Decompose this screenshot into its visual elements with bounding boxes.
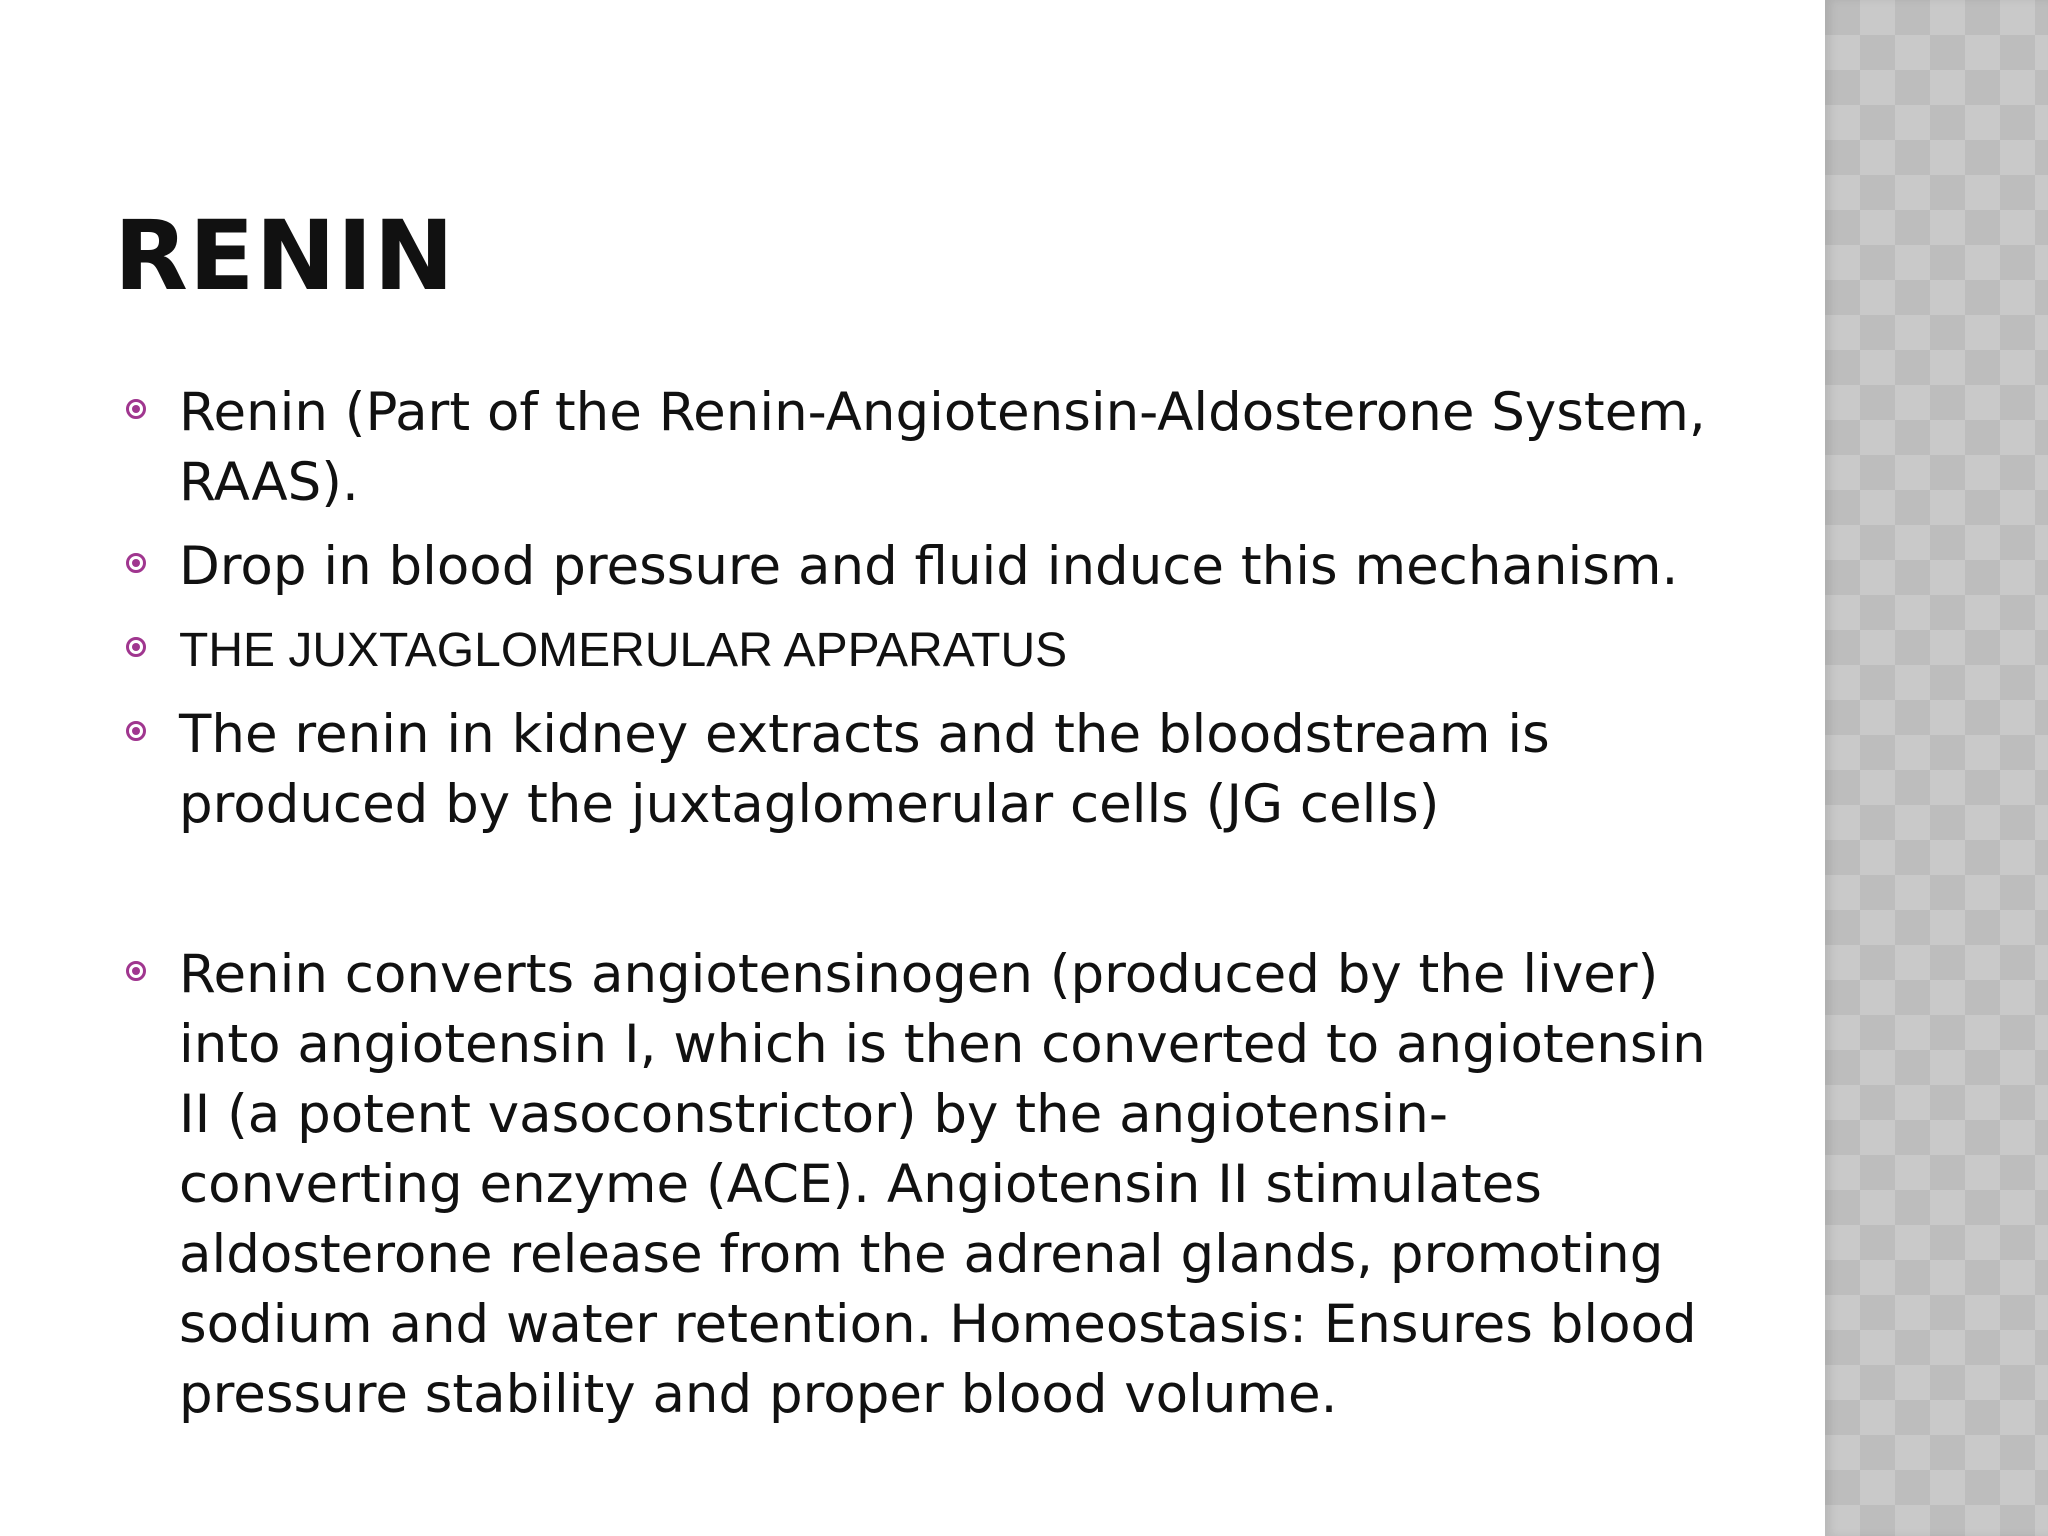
decorative-side-panel — [1825, 0, 2048, 1536]
bullet-circle-icon — [126, 637, 146, 657]
bullet-item — [126, 940, 1726, 1430]
bullet-item — [126, 532, 1726, 602]
bullet-circle-icon — [126, 553, 146, 573]
bullet-text: Drop in blood pressure and fluid induce this mechanism. — [179, 536, 1679, 597]
bullet-text: THE JUXTAGLOMERULAR APPARATUS — [179, 624, 1068, 677]
bullet-circle-icon — [126, 961, 146, 981]
bullet-circle-icon — [126, 399, 146, 419]
bullet-item — [126, 378, 1726, 518]
bullet-circle-icon — [126, 721, 146, 741]
bullet-text: Renin converts angiotensinogen (produced by the liver) into angiotensin I, which is then converted to angiotensin II (a potent vasoconstrictor) by the angiotensin-converting enzyme (ACE). Angiotensin II stimulates aldosterone release from the adrenal glands, promoting sodium and water retention. Homeostasis: Ensures blood pressure stability and proper blood volume. — [179, 944, 1706, 1425]
bullet-text: Renin (Part of the Renin-Angiotensin-Aldosterone System, RAAS). — [179, 382, 1706, 513]
bullet-item — [126, 700, 1726, 840]
bullet-text: The renin in kidney extracts and the bloodstream is produced by the juxtaglomerular cells (JG cells) — [179, 704, 1550, 835]
slide-title: RENIN — [114, 200, 455, 312]
bullet-item — [126, 616, 1726, 686]
bullet-list — [126, 378, 1726, 1444]
